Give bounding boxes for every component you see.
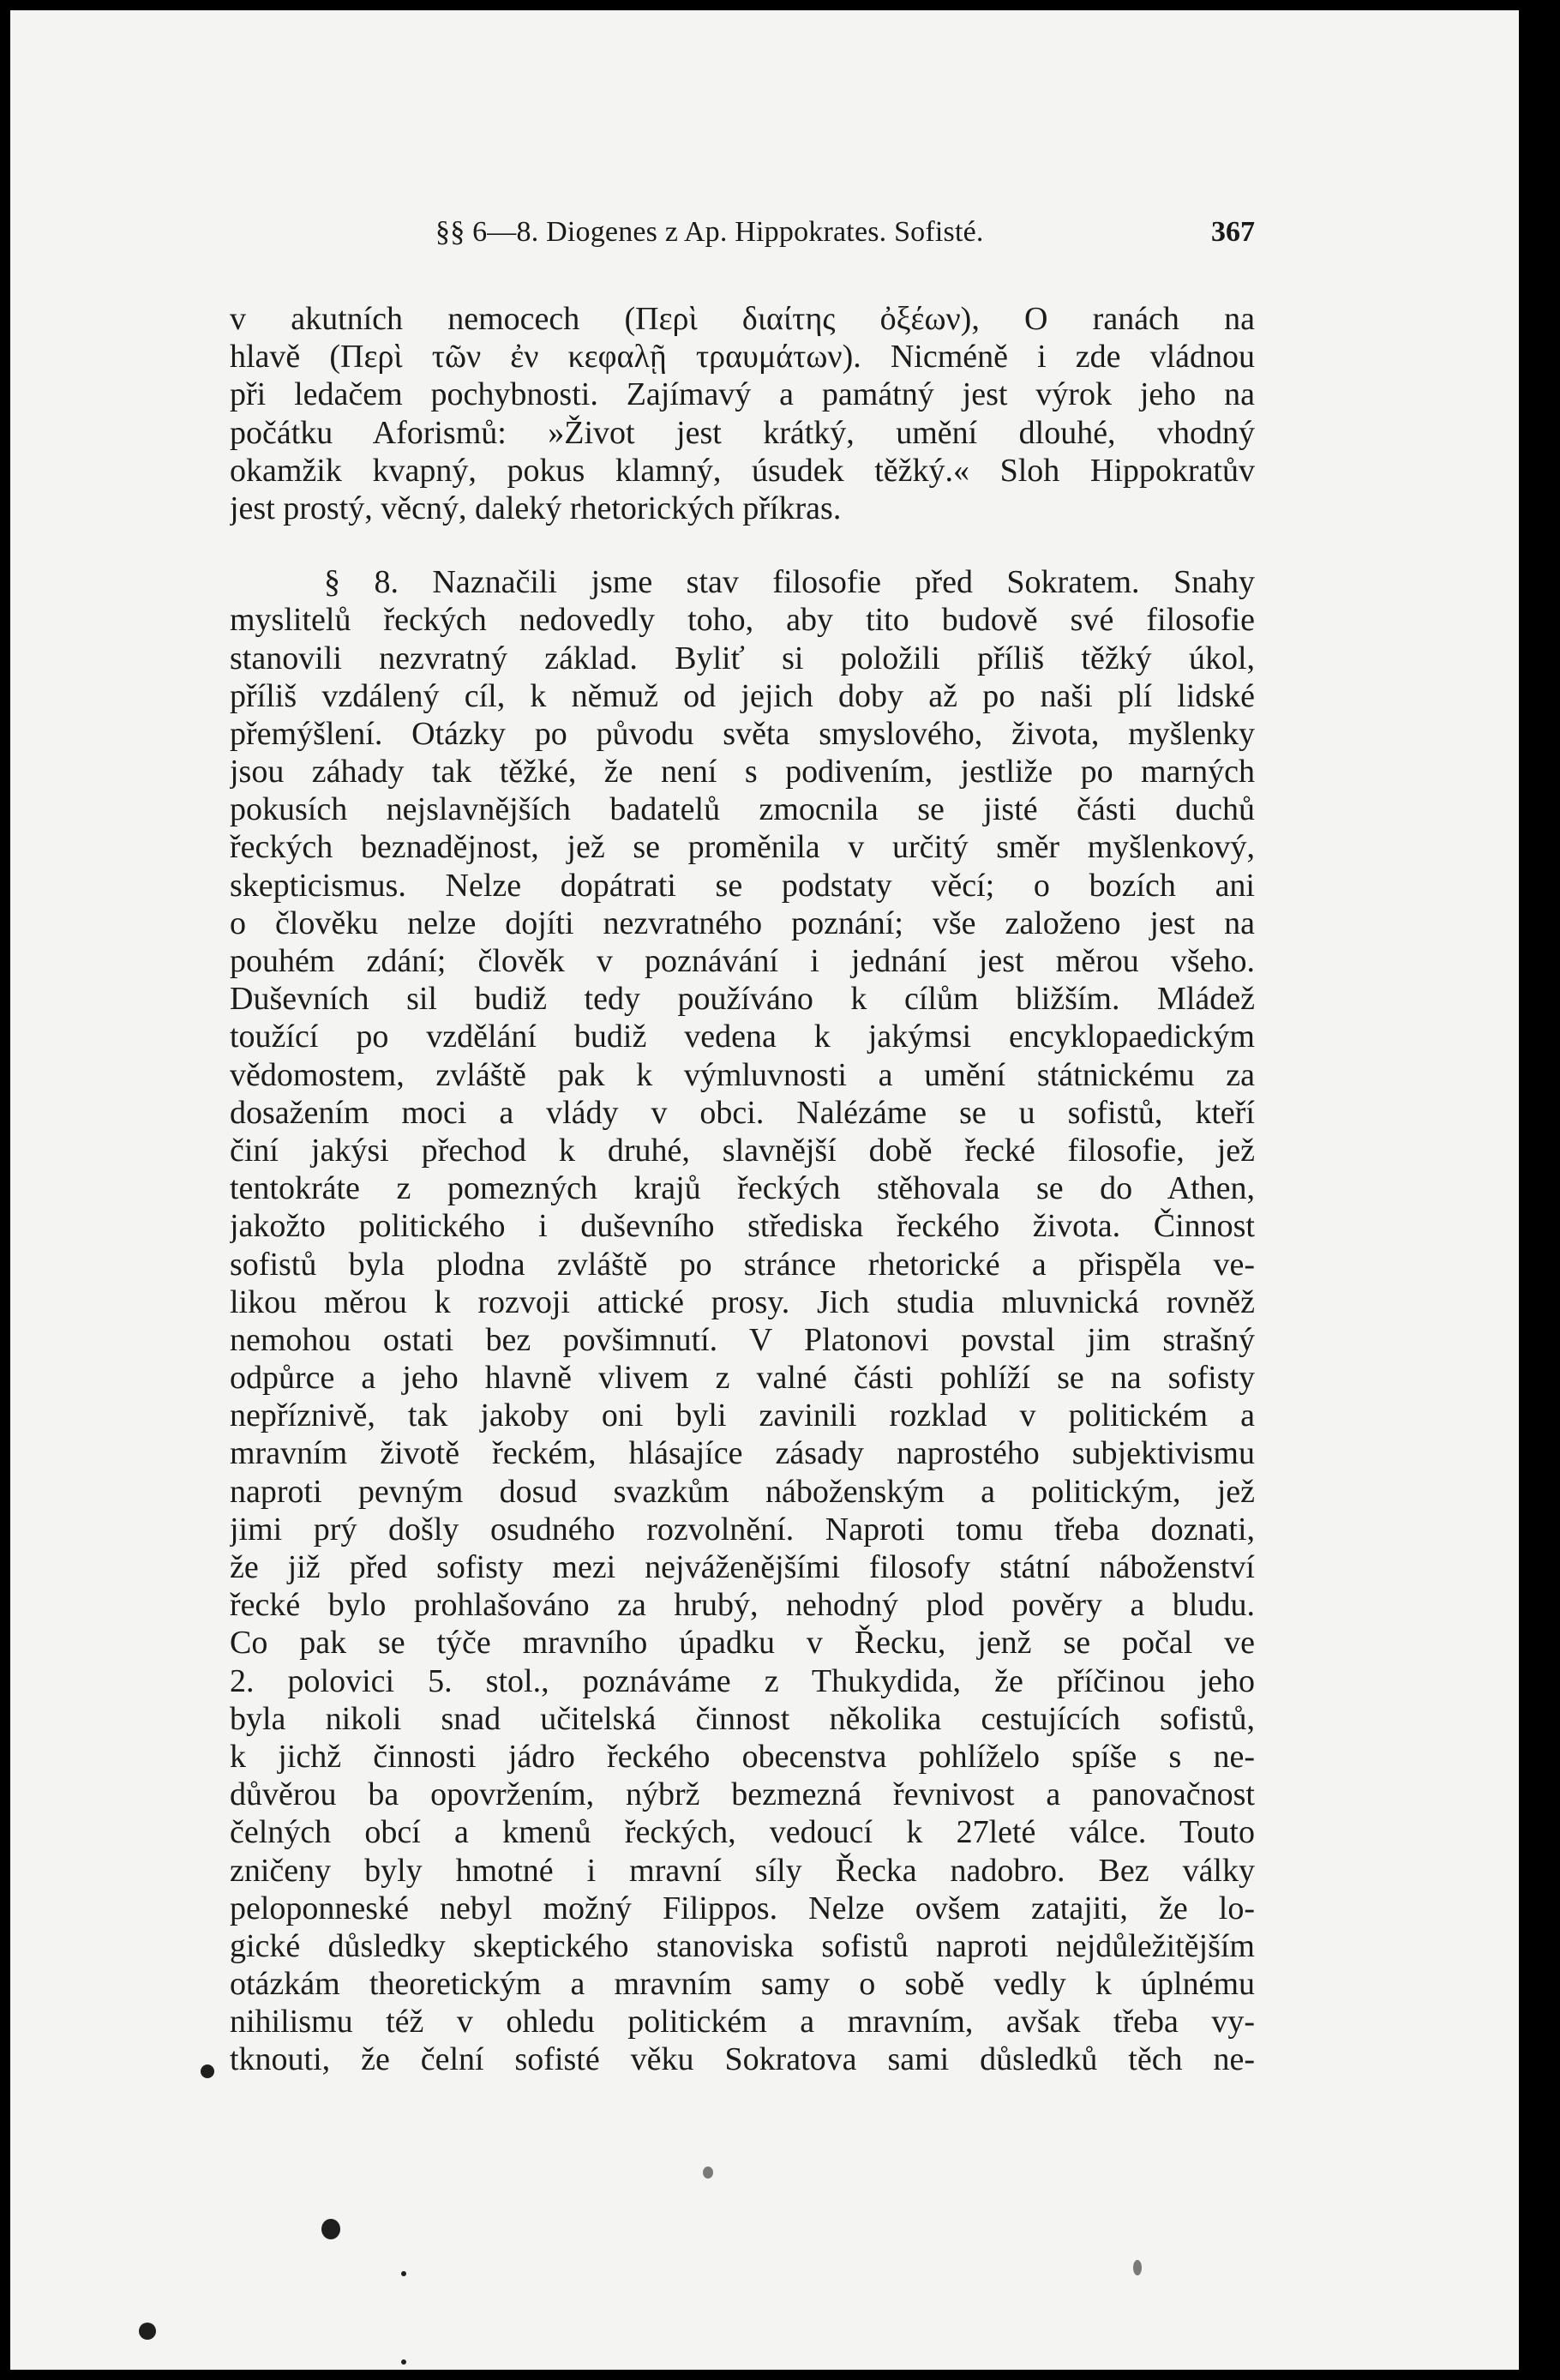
text-line: jakožto politického i duševního střediska řeckého života. Činnost bbox=[230, 1208, 1255, 1245]
text-line: při ledačem pochybnosti. Zajímavý a památný jest výrok jeho na bbox=[230, 376, 1255, 413]
text-line: čelných obcí a kmenů řeckých, vedoucí k 27leté válce. Touto bbox=[230, 1814, 1255, 1851]
text-line: pokusích nejslavnějších badatelů zmocnila se jisté části duchů bbox=[230, 791, 1255, 828]
text-line: hlavě (Περὶ τῶν ἐν κεφαλῇ τραυμάτων). Nicméně i zde vládnou bbox=[230, 339, 1255, 376]
scan-speck bbox=[401, 2359, 406, 2365]
text-line: v akutních nemocech (Περὶ διαίτης ὀξέων), O ranách na bbox=[230, 301, 1255, 337]
text-line: počátku Aforismů: »Život jest krátký, umění dlouhé, vhodný bbox=[230, 414, 1255, 451]
text-line: § 8. Naznačili jsme stav filosofie před Sokratem. Snahy bbox=[324, 564, 1255, 601]
page-number: 367 bbox=[1211, 216, 1255, 248]
text-line: mravním životě řeckém, hlásajíce zásady naprostého subjektivismu bbox=[230, 1435, 1255, 1472]
text-line: nemohou ostati bez povšimnutí. V Platonovi povstal jim strašný bbox=[230, 1321, 1255, 1358]
scanned-page bbox=[10, 10, 1519, 2370]
text-line: otázkám theoretickým a mravním samy o sobě vedly k úplnému bbox=[230, 1966, 1255, 2003]
text-line: přemýšlení. Otázky po původu světa smyslového, života, myšlenky bbox=[230, 715, 1255, 752]
text-line: k jichž činnosti jádro řeckého obecenstva pohlíželo spíše s ne- bbox=[230, 1738, 1255, 1775]
text-line: toužící po vzdělání budiž vedena k jakýmsi encyklopaedickým bbox=[230, 1019, 1255, 1055]
text-line: tknouti, že čelní sofisté věku Sokratova sami důsledků těch ne- bbox=[230, 2041, 1255, 2078]
text-line: naproti pevným dosud svazkům náboženským a politickým, jež bbox=[230, 1473, 1255, 1510]
text-line: likou měrou k rozvoji attické prosy. Jich studia mluvnická rovněž bbox=[230, 1283, 1255, 1320]
paragraph-1 bbox=[230, 300, 1255, 527]
text-line: že již před sofisty mezi nejváženějšími filosofy státní náboženství bbox=[230, 1549, 1255, 1585]
text-line: zničeny byly hmotné i mravní síly Řecka nadobro. Bez války bbox=[230, 1852, 1255, 1889]
text-line: jest prostý, věcný, daleký rhetorických příkras. bbox=[230, 490, 842, 526]
scan-speck bbox=[401, 2271, 406, 2276]
text-line: pouhém zdání; člověk v poznávání i jednání jest měrou všeho. bbox=[230, 943, 1255, 979]
text-line: gické důsledky skeptického stanoviska sofistů naproti nejdůležitějším bbox=[230, 1927, 1255, 1964]
body-text bbox=[230, 300, 1255, 2079]
text-line: 2. polovici 5. stol., poznáváme z Thukydida, že příčinou jeho bbox=[230, 1662, 1255, 1699]
text-line: jsou záhady tak těžké, že není s podivením, jestliže po marných bbox=[230, 754, 1255, 790]
text-line: peloponneské nebyl možný Filippos. Nelze ovšem zatajiti, že lo- bbox=[230, 1890, 1255, 1926]
scan-speck bbox=[703, 2167, 713, 2179]
text-line: sofistů byla plodna zvláště po stránce rhetorické a přispěla ve- bbox=[230, 1246, 1255, 1283]
running-header bbox=[230, 216, 1255, 267]
text-line: Duševních sil budiž tedy používáno k cílům bližším. Mládež bbox=[230, 981, 1255, 1018]
text-line: odpůrce a jeho hlavně vlivem z valné části pohlíží se na sofisty bbox=[230, 1360, 1255, 1397]
text-line: činí jakýsi přechod k druhé, slavnější době řecké filosofie, jež bbox=[230, 1132, 1255, 1169]
text-line: řecké bylo prohlašováno za hrubý, nehodný plod pověry a bludu. bbox=[230, 1587, 1255, 1624]
text-line: Co pak se týče mravního úpadku v Řecku, jenž se počal ve bbox=[230, 1625, 1255, 1662]
text-line: myslitelů řeckých nedovedly toho, aby tito budově své filosofie bbox=[230, 602, 1255, 639]
text-line: řeckých beznadějnost, jež se proměnila v určitý směr myšlenkový, bbox=[230, 829, 1255, 866]
text-line: o člověku nelze dojíti nezvratného poznání; vše založeno jest na bbox=[230, 905, 1255, 941]
text-line: skepticismus. Nelze dopátrati se podstaty věcí; o bozích ani bbox=[230, 867, 1255, 904]
text-line: jimi prý došly osudného rozvolnění. Naproti tomu třeba doznati, bbox=[230, 1511, 1255, 1548]
text-line: nihilismu též v ohledu politickém a mravním, avšak třeba vy- bbox=[230, 2004, 1255, 2040]
text-line: příliš vzdálený cíl, k němuž od jejich doby až po naši plí lidské bbox=[230, 677, 1255, 714]
text-line: okamžik kvapný, pokus klamný, úsudek těžký.« Sloh Hippokratův bbox=[230, 452, 1255, 489]
paragraph-2 bbox=[230, 563, 1255, 2079]
paragraph-gap bbox=[230, 527, 1255, 563]
scan-speck bbox=[201, 2064, 214, 2078]
text-line: tentokráte z pomezných krajů řeckých stěhovala se do Athen, bbox=[230, 1170, 1255, 1207]
text-line: dosažením moci a vlády v obci. Nalézáme se u sofistů, kteří bbox=[230, 1094, 1255, 1131]
scan-speck bbox=[1133, 2260, 1142, 2275]
text-line: byla nikoli snad učitelská činnost několika cestujících sofistů, bbox=[230, 1700, 1255, 1737]
header-title: §§ 6—8. Diogenes z Ap. Hippokrates. Sofisté. bbox=[435, 216, 984, 248]
scan-speck bbox=[321, 2219, 340, 2239]
text-line: vědomostem, zvláště pak k výmluvnosti a umění státnickému za bbox=[230, 1056, 1255, 1093]
scan-speck bbox=[139, 2323, 156, 2340]
text-line: nepříznivě, tak jakoby oni byli zavinili rozklad v politickém a bbox=[230, 1397, 1255, 1434]
text-line: stanovili nezvratný základ. Byliť si položili příliš těžký úkol, bbox=[230, 640, 1255, 676]
text-line: důvěrou ba opovržením, nýbrž bezmezná řevnivost a panovačnost bbox=[230, 1776, 1255, 1813]
